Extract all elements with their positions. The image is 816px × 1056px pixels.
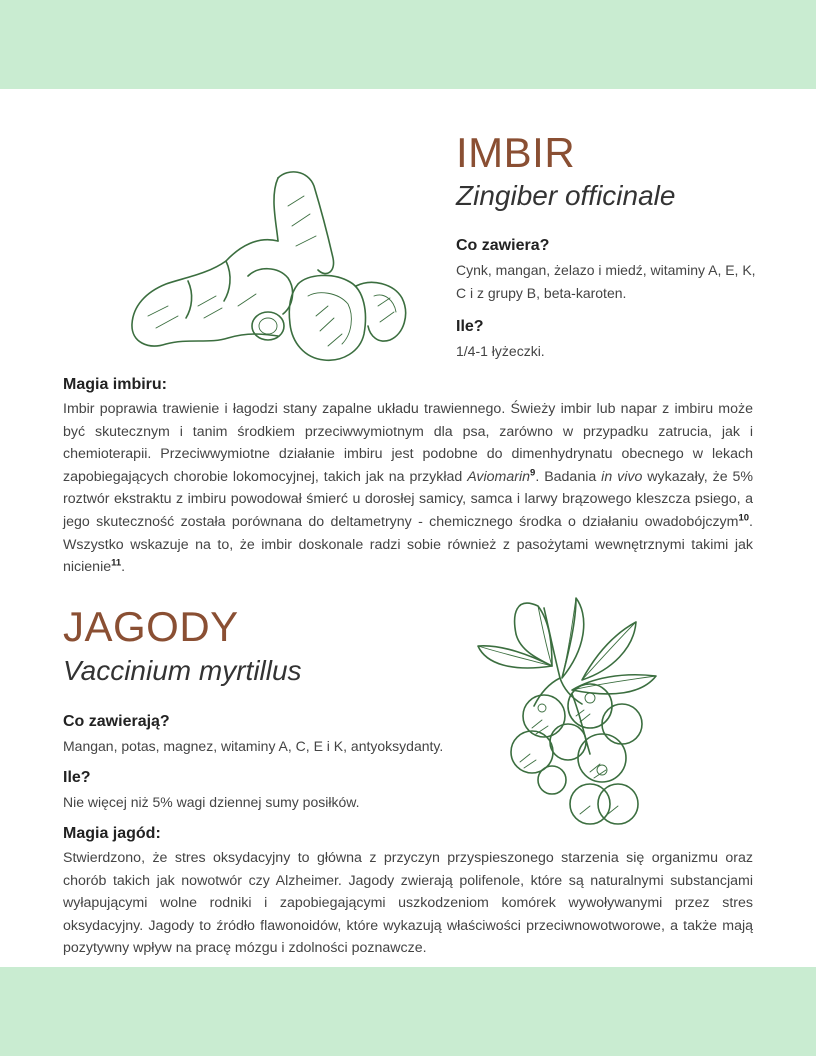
ginger-amount-heading: Ile? bbox=[456, 318, 484, 335]
blueberry-title: JAGODY bbox=[63, 603, 239, 650]
ginger-magic-heading: Magia imbiru: bbox=[63, 376, 168, 393]
ginger-magic-text-1: Imbir poprawia trawienie i łagodzi stany zapalne układu trawiennego. Świeży imbir lub napar z imbiru może być skutecznym i tanim środkiem przeciwwymiotnym dla psa, zarówno w przypadku zatrucia, jak i chemioterapii. Przeciwwymiotne działanie imbiru jest podobne do dimenhydrynatu obecnego w lekach zapobiegających chorobie lokomocyjnej, takich jak na przykład bbox=[63, 401, 753, 485]
ginger-magic-text-2: . Badania bbox=[535, 468, 602, 485]
ginger-latin-name: Zingiber officinale bbox=[456, 180, 676, 211]
blueberry-contains-text: Mangan, potas, magnez, witaminy A, C, E i K, antyoksydanty. bbox=[63, 738, 444, 754]
ginger-magic-text-5: . bbox=[121, 559, 126, 576]
blueberry-amount-heading: Ile? bbox=[63, 769, 91, 786]
blueberry-magic-heading: Magia jagód: bbox=[63, 825, 161, 842]
ginger-magic-text-4: . Wszystko wskazuje na to, że imbir doskonale radzi sobie również z pasożytami wewnętrznymi takimi jak nicienie bbox=[63, 513, 753, 576]
blueberry-contains-heading: Co zawierają? bbox=[63, 713, 170, 730]
blueberry-magic-paragraph: Stwierdzono, że stres oksydacyjny to główna z przyczyn przyspieszonego starzenia się organizmu oraz chorób takich jak nowotwór czy Alzheimer. Jagody zwierają polifenole, które są naturalnymi substancjami wyłapującymi wolne rodniki i zapobiegającymi uszkodzeniom komórek wywoływanymi przez stres oksydacyjny. Jagody to źródło flawonoidów, które wykazują właściwości przeciwnowotworowe, a także mają pozytywny wpływ na pracę mózgu i zdolności poznawcze. bbox=[63, 850, 753, 957]
ginger-title: IMBIR bbox=[456, 129, 576, 176]
blueberry-illustration bbox=[472, 594, 672, 830]
top-green-band bbox=[0, 0, 816, 89]
blueberry-latin-name: Vaccinium myrtillus bbox=[63, 655, 302, 686]
footnote-ref-11: 11 bbox=[111, 557, 122, 569]
footnote-ref-10: 10 bbox=[738, 512, 750, 524]
footnote-ref-9: 9 bbox=[530, 467, 536, 479]
bottom-green-band bbox=[0, 967, 816, 1056]
ginger-magic-text-3: wykazały, że 5% roztwór ekstraktu z imbiru powodował śmierć u dorosłej samicy, samca i larwy brązowego kleszcza psiego, a jego skuteczność została porównana do deltametryny - chemicznego środka o działaniu owadobójczym bbox=[63, 468, 754, 530]
ginger-illustration bbox=[128, 166, 408, 366]
ginger-contains-heading: Co zawiera? bbox=[456, 237, 550, 254]
in-vivo-term: in vivo bbox=[601, 468, 643, 485]
aviomarin-term: Aviomarin bbox=[467, 468, 531, 485]
ginger-amount-text: 1/4-1 łyżeczki. bbox=[456, 343, 545, 359]
ginger-contains-text: Cynk, mangan, żelazo i miedź, witaminy A, E, K, C i z grupy B, beta-karoten. bbox=[456, 262, 756, 301]
ginger-magic-paragraph bbox=[63, 398, 753, 579]
blueberry-amount-text: Nie więcej niż 5% wagi dziennej sumy posiłków. bbox=[63, 794, 360, 810]
